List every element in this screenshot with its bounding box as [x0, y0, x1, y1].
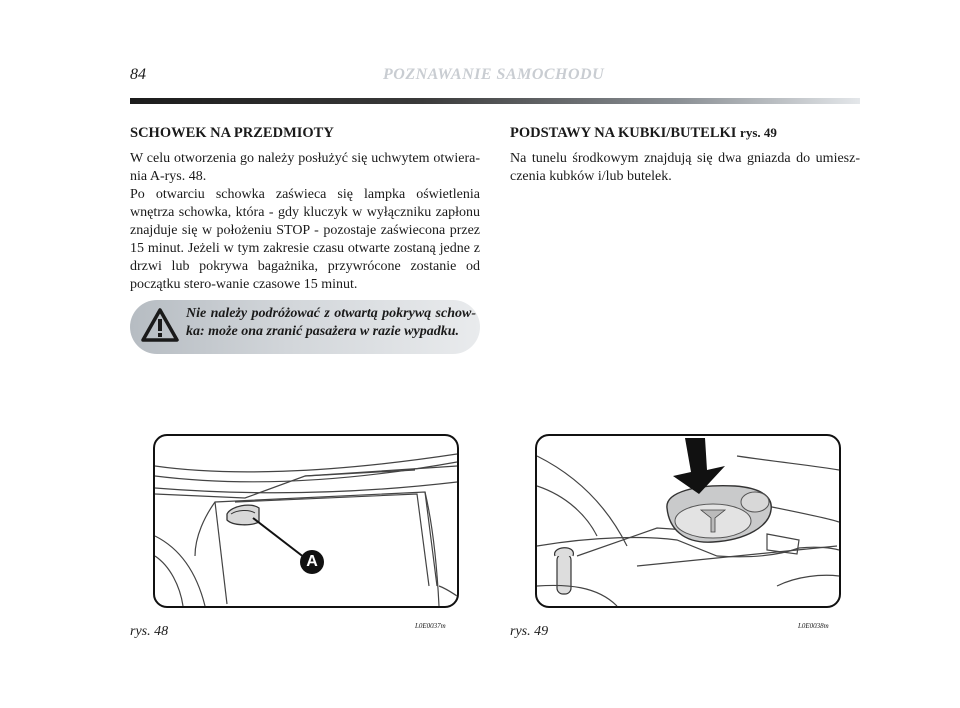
page-number: 84	[130, 66, 146, 83]
header-rule	[130, 98, 860, 104]
glovebox-body	[130, 150, 480, 294]
cupholder-body: Na tunelu środkowym znajdują się dwa gniazda do umiesz-czenia kubków i/lub butelek.	[510, 151, 860, 184]
cupholder-heading-ref: rys. 49	[740, 125, 777, 140]
glovebox-illustration	[155, 436, 457, 606]
callout-label-a: A	[300, 550, 324, 574]
figure-glovebox	[153, 434, 459, 608]
glovebox-paragraph-2: Po otwarciu schowka zaświeca się lampka oświetlenia wnętrza schowka, która - gdy kluczyk w wyłączniku zapłonu znajduje się w położeniu STOP - pozostaje zaświecona przez 15 minut. Jeżeli w tym zakresie czasu otwarte zostaną jedne z drzwi lub pokrywa bagażnika, przywrócone zostanie od początku stero-wanie czasowe 15 minut.	[130, 187, 480, 292]
figure-caption-48: rys. 48	[130, 624, 169, 639]
cupholder-heading	[510, 125, 777, 142]
glovebox-heading: SCHOWEK NA PRZEDMIOTY	[130, 125, 334, 141]
cupholder-illustration	[537, 436, 839, 606]
figure-code-48: L0E0037m	[415, 622, 446, 630]
figure-caption-49: rys. 49	[510, 624, 549, 639]
warning-text: Nie należy podróżować z otwartą pokrywą schow-ka: może ona zranić pasażera w razie wypadku.	[186, 306, 476, 339]
figure-code-49: L0E0038m	[798, 622, 829, 630]
section-title: POZNAWANIE SAMOCHODU	[383, 66, 605, 83]
warning-triangle-icon	[141, 308, 179, 342]
glovebox-paragraph-1: W celu otworzenia go należy posłużyć się uchwytem otwiera-nia A-rys. 48.	[130, 151, 480, 184]
cupholder-heading-text: PODSTAWY NA KUBKI/BUTELKI	[510, 125, 737, 141]
figure-cupholder	[535, 434, 841, 608]
